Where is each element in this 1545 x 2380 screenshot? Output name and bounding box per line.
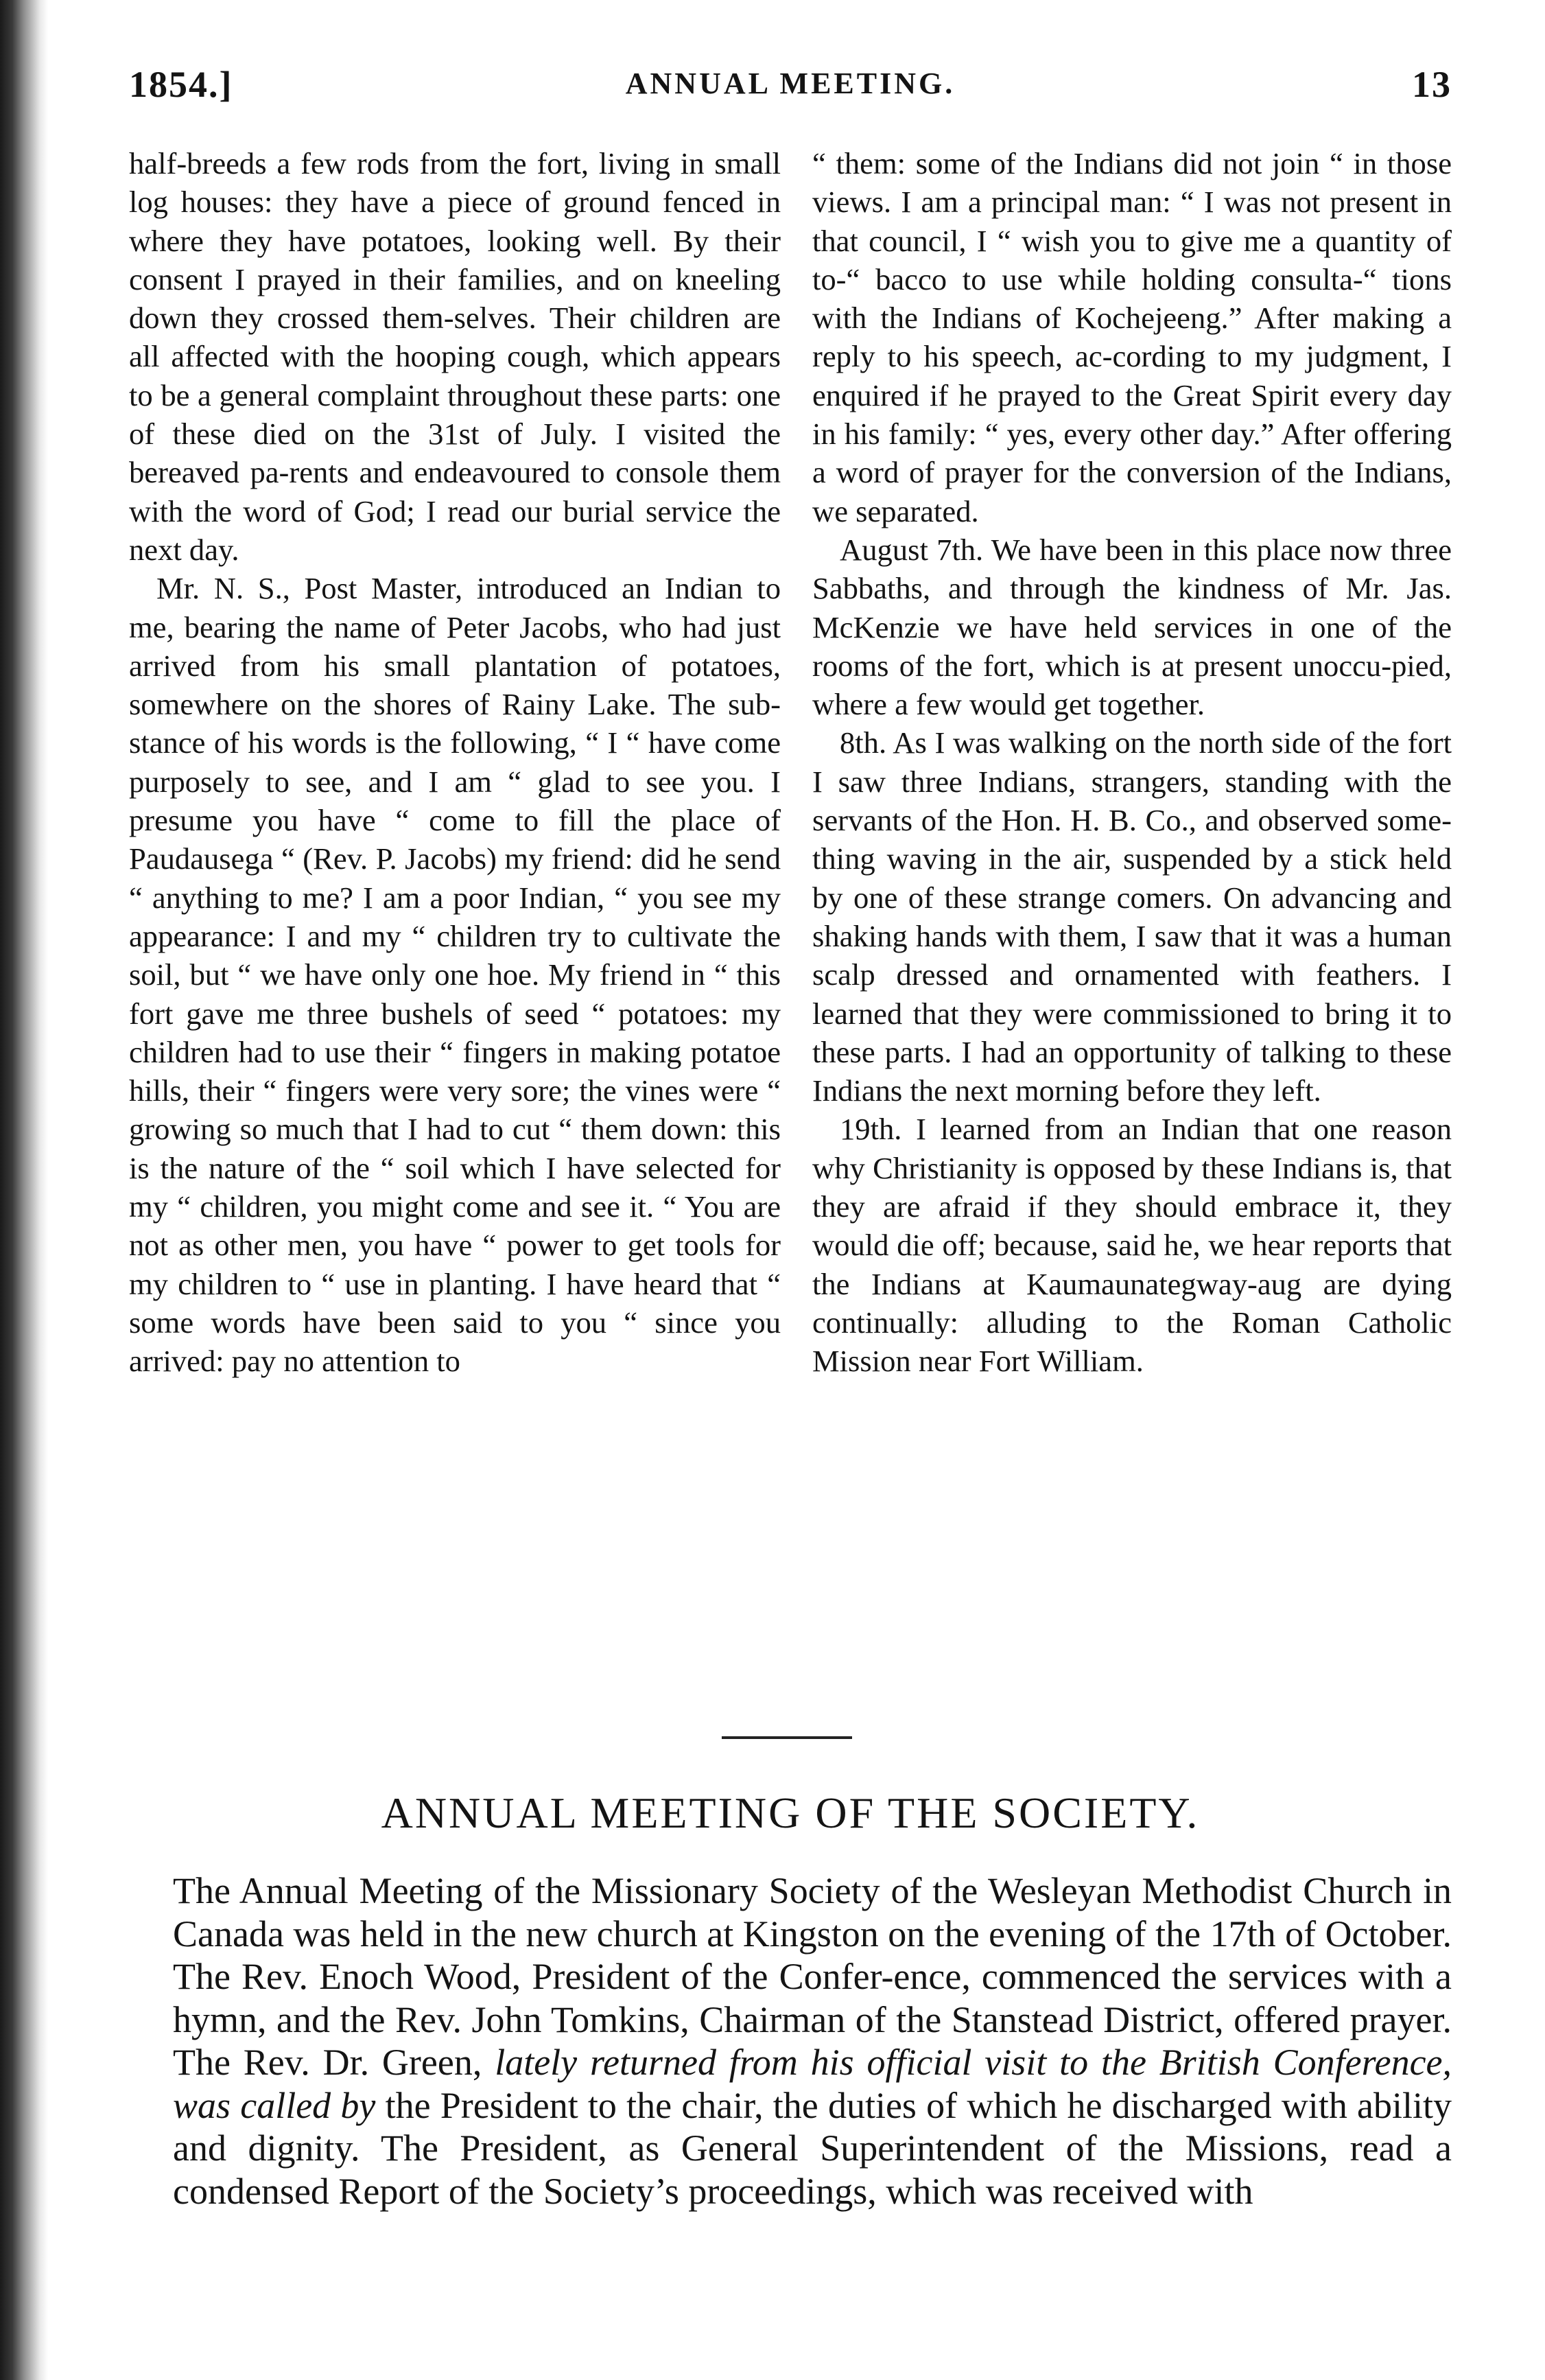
header-title: ANNUAL MEETING.	[625, 67, 956, 100]
right-paragraph-3: 8th. As I was walking on the north side of the fort I saw three Indians, strangers, standing with the servants of the Hon. H. B. Co., and observed some-thing waving in the air, suspended by a stick held by one of these strange comers. On advancing and shaking hands with them, I saw that it was a human scalp dressed and ornamented with feathers. I learned that they were commissioned to bring it to these parts. I had an opportunity of talking to these Indians the next morning before they left.	[812, 725, 1452, 1108]
page-number: 13	[1412, 64, 1452, 105]
right-paragraph-2: August 7th. We have been in this place now three Sabbaths, and through the kindness of Mr. Jas. McKenzie we have held services in one of the rooms of the fort, which is at present unoccu-pied, where a few would get together.	[812, 532, 1452, 722]
running-head	[129, 63, 1452, 118]
section-divider	[722, 1736, 852, 1739]
page-binding-edge	[0, 0, 48, 2380]
right-column	[812, 144, 1452, 1381]
section-body-part-1: The Annual Meeting of the Missionary Society of the Wesleyan Methodist Church in Canada was held in the new church at Kingston on the evening of the 17th of October. The Rev. Enoch Wood, President of the Confer-ence, commenced the services with a hymn, and the Rev. John Tomkins, Chairman of the Stanstead District, offered prayer. The Rev. Dr. Green,	[173, 1870, 1452, 2083]
section-body-italic: lately returned from his official visit to the British Conference, was called by	[173, 2042, 1452, 2126]
section-title: ANNUAL MEETING OF THE SOCIETY.	[381, 1788, 1200, 1837]
section-body-part-2: the President to the chair, the duties of which he discharged with ability and dignity. The President, as General Superintendent of the Missions, read a condensed Report of the Society’s proceedings, which was received with	[173, 2084, 1452, 2212]
left-paragraph-2: Mr. N. S., Post Master, introduced an Indian to me, bearing the name of Peter Jacobs, who had just arrived from his small plantation of potatoes, somewhere on the shores of Rainy Lake. The sub-stance of his words is the following, “ I “ have come purposely to see, and I am “ glad to see you. I presume you have “ come to fill the place of Paudausega “ (Rev. P. Jacobs) my friend: did he send “ anything to me? I am a poor Indian, “ you see my appearance: I and my “ children try to cultivate the soil, but “ we have only one hoe. My friend in “ this fort gave me three bushels of seed “ potatoes: my children had to use their “ fingers in making potatoe hills, their “ fingers were very sore; the vines were “ growing so much that I had to cut “ them down: this is the nature of the “ soil which I have selected for my “ children, you might come and see it. “ You are not as other men, you have “ power to get tools for my children to “ use in planting. I have heard that “ some words have been said to you “ since you arrived: pay no attention to	[129, 571, 781, 1379]
right-paragraph-1: “ them: some of the Indians did not join “ in those views. I am a principal man: “ I was not present in that council, I “ wish you to give me a quantity of to-“ bacco to use while holding consulta-“ tions with the Indians of Kochejeeng.” After making a reply to his speech, ac-cording to my judgment, I enquired if he prayed to the Great Spirit every day in his family: “ yes, every other day.” After offering a word of prayer for the conversion of the Indians, we separated.	[812, 146, 1452, 528]
left-column	[129, 144, 781, 1381]
left-paragraph-1: half-breeds a few rods from the fort, living in small log houses: they have a piece of ground fenced in where they have potatoes, looking well. By their consent I prayed in their families, and on kneeling down they crossed them-selves. Their children are all affected with the hooping cough, which appears to be a general complaint throughout these parts: one of these died on the 31st of July. I visited the bereaved pa-rents and endeavoured to console them with the word of God; I read our burial service the next day.	[129, 146, 781, 567]
section-body	[173, 1869, 1452, 2213]
header-year: 1854.]	[129, 64, 233, 105]
right-paragraph-4: 19th. I learned from an Indian that one reason why Christianity is opposed by these Indians is, that they are afraid if they should embrace it, they would die off; because, said he, we hear reports that the Indians at Kaumaunategway-aug are dying continually: alluding to the Roman Catholic Mission near Fort William.	[812, 1112, 1452, 1379]
